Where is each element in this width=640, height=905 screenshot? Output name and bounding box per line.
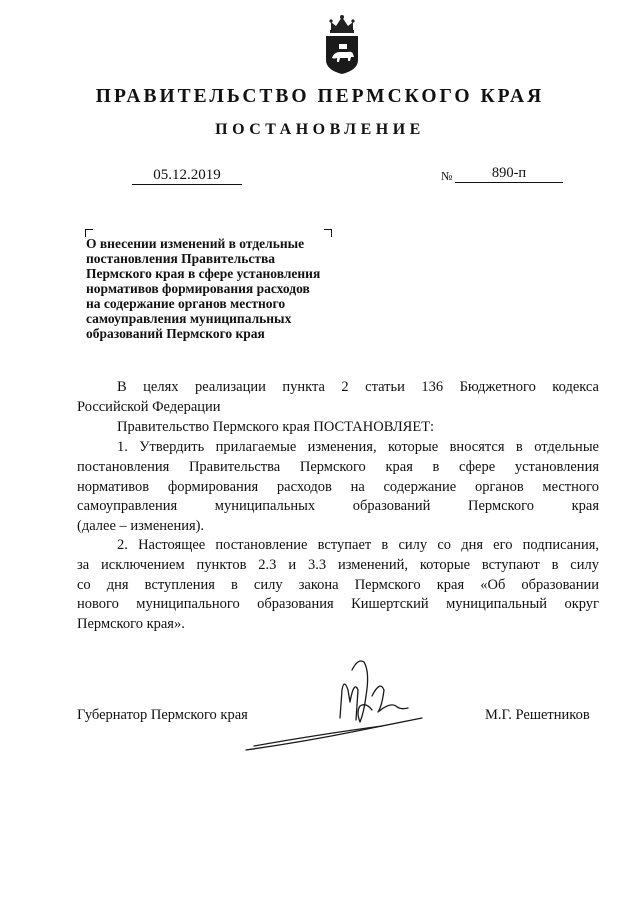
resolution-paragraph <box>77 418 599 438</box>
document-number: 890-п <box>455 164 563 183</box>
document-type: ПОСТАНОВЛЕНИЕ <box>215 121 425 138</box>
paragraph-line: самоуправления муниципальных образований Пермского края <box>77 498 599 515</box>
signer-title: Губернатор Пермского края <box>77 707 248 723</box>
subject-line: постановления Правительства <box>86 251 275 266</box>
item-2-paragraph <box>77 536 599 635</box>
preamble-paragraph <box>77 378 599 418</box>
number-label: № <box>441 169 453 183</box>
paragraph-line: постановления Правительства Пермского края в сфере установления <box>77 458 599 475</box>
paragraph-line: Российской Федерации <box>77 398 221 415</box>
subject-line: нормативов формирования расходов <box>86 281 310 296</box>
paragraph-line: 1. Утвердить прилагаемые изменения, которые вносятся в отдельные <box>117 439 599 455</box>
subject-line: самоуправления муниципальных <box>86 311 292 326</box>
document-date: 05.12.2019 <box>132 166 242 185</box>
paragraph-line: Правительство Пермского края ПОСТАНОВЛЯЕТ: <box>117 419 435 435</box>
paragraph-line: нового муниципального образования Кишертский муниципальный округ <box>77 596 599 613</box>
item-1-paragraph <box>77 438 599 537</box>
paragraph-line: 2. Настоящее постановление вступает в силу со дня его подписания, <box>117 537 599 553</box>
government-title: ПРАВИТЕЛЬСТВО ПЕРМСКОГО КРАЯ <box>95 86 545 107</box>
paragraph-line: со дня вступления в силу закона Пермского края «Об образовании <box>77 576 599 593</box>
signer-name: М.Г. Решетников <box>485 707 590 723</box>
handwritten-signature <box>232 650 432 760</box>
coat-of-arms-icon <box>322 14 362 76</box>
subject-line: Пермского края в сфере установления <box>86 266 321 281</box>
subject-line: О внесении изменений в отдельные <box>86 236 305 251</box>
subject-line: образований Пермского края <box>86 326 265 341</box>
paragraph-line: (далее – изменения). <box>77 518 205 535</box>
subject-line: на содержание органов местного <box>86 296 286 311</box>
document-subject <box>86 236 366 341</box>
paragraph-line: нормативов формирования расходов на содержание органов местного <box>77 478 599 495</box>
paragraph-line: за исключением пунктов 2.3 и 3.3 изменений, которые вступают в силу <box>77 556 599 573</box>
paragraph-line: Пермского края». <box>77 616 185 633</box>
paragraph-line: В целях реализации пункта 2 статьи 136 Бюджетного кодекса <box>117 379 599 395</box>
